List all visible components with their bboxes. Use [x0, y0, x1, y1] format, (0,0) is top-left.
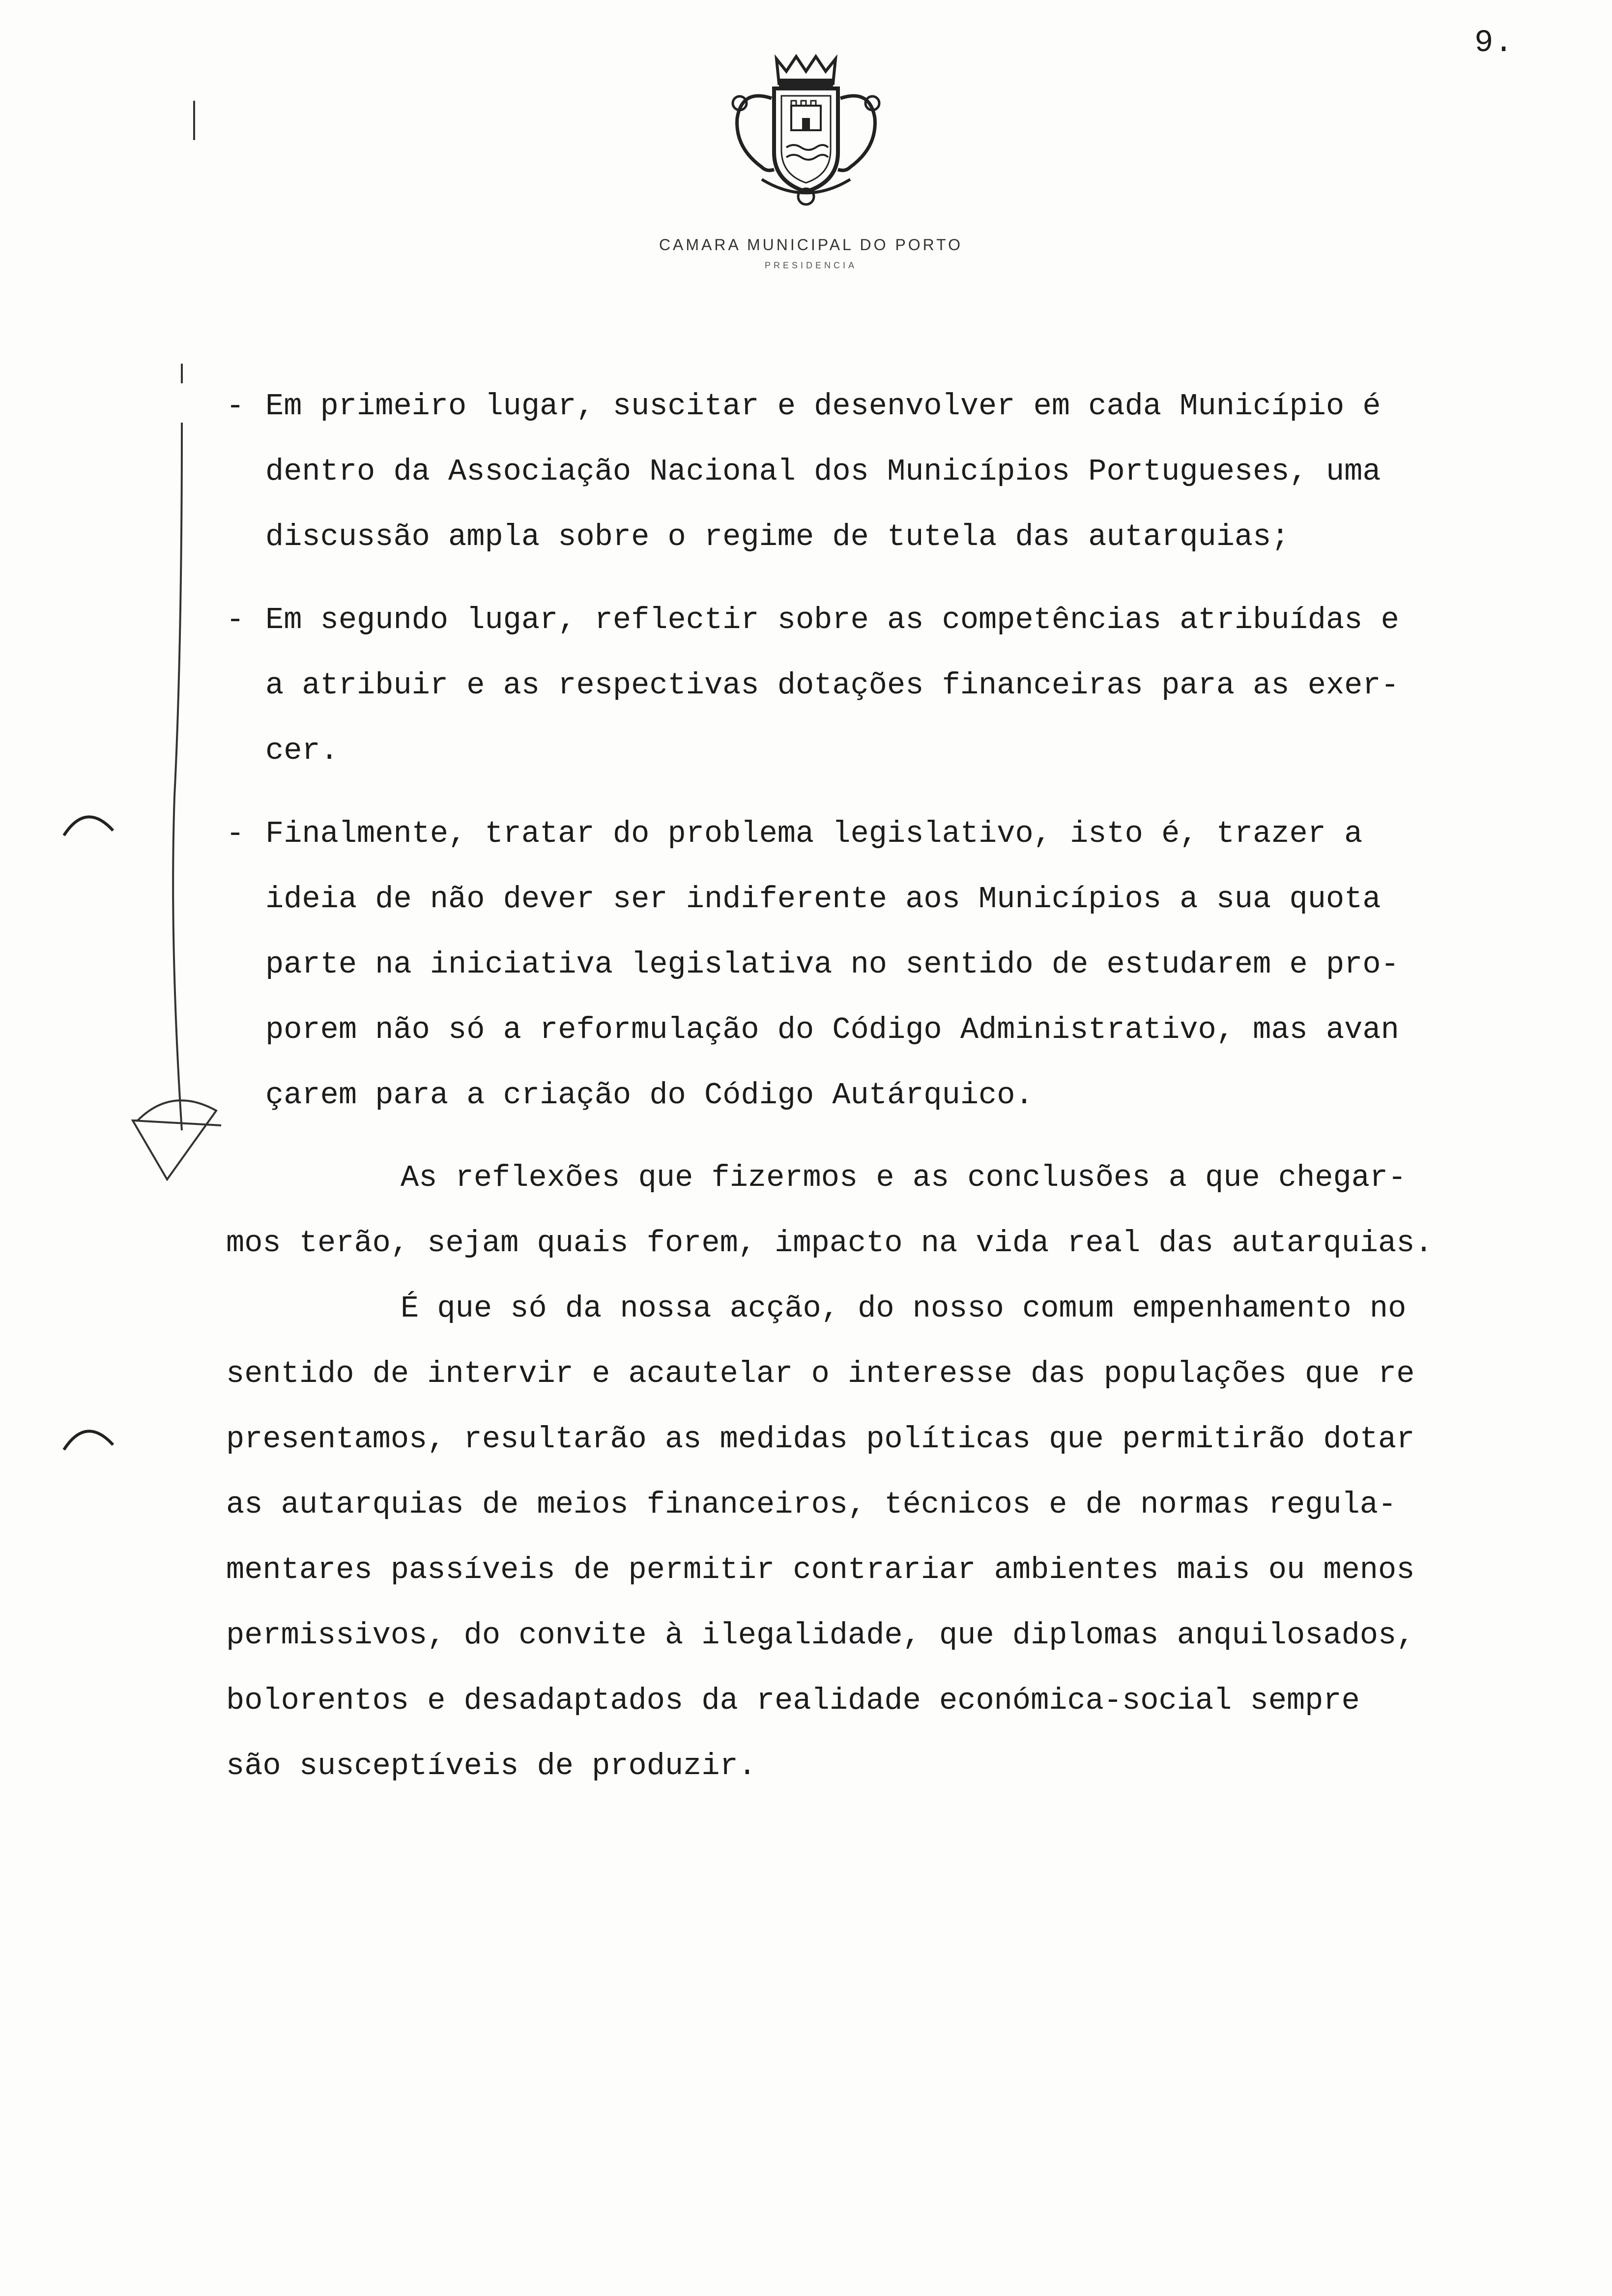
text-line: çarem para a criação do Código Autárquico. [265, 1078, 1034, 1113]
text-line: permissivos, do convite à ilegalidade, que diplomas anquilosados, [226, 1618, 1415, 1653]
text-line: são susceptíveis de produzir. [226, 1749, 756, 1783]
margin-bracket-mark [88, 354, 275, 1189]
text-line: bolorentos e desadaptados da realidade económica-social sempre [226, 1683, 1360, 1718]
text-line: mentares passíveis de permitir contrariar ambientes mais ou menos [226, 1552, 1415, 1587]
text-line: As reflexões que fizermos e as conclusões a que chegar- [401, 1160, 1407, 1195]
margin-arc-mark [59, 1420, 118, 1455]
text-line: cer. [265, 733, 339, 768]
text-line: parte na iniciativa legislativa no sentido de estudarem e pro- [265, 947, 1399, 982]
text-line: porem não só a reformulação do Código Administrativo, mas avan [265, 1012, 1399, 1047]
text-line: presentamos, resultarão as medidas políticas que permitirão dotar [226, 1422, 1415, 1457]
text-line: a atribuir e as respectivas dotações financeiras para as exer- [265, 668, 1399, 703]
bullet-dash: - [226, 603, 245, 637]
bullet-dash: - [226, 816, 245, 851]
text-line: Em primeiro lugar, suscitar e desenvolver em cada Município é [265, 389, 1381, 424]
text-line: sentido de intervir e acautelar o interesse das populações que re [226, 1356, 1415, 1391]
text-line: É que só da nossa acção, do nosso comum empenhamento no [401, 1291, 1407, 1326]
institution-subtitle: PRESIDENCIA [764, 260, 858, 270]
margin-arc-mark [59, 806, 118, 840]
text-line: ideia de não dever ser indiferente aos Municípios a sua quota [265, 882, 1381, 917]
page-number: 9. [1474, 26, 1514, 61]
text-line: discussão ampla sobre o regime de tutela das autarquias; [265, 519, 1290, 554]
text-line: dentro da Associação Nacional dos Municípios Portugueses, uma [265, 454, 1381, 489]
margin-tick-mark [187, 98, 202, 143]
text-line: as autarquias de meios financeiros, técnicos e de normas regula- [226, 1487, 1397, 1522]
text-line: Em segundo lugar, reflectir sobre as competências atribuídas e [265, 603, 1399, 637]
institution-name: CAMARA MUNICIPAL DO PORTO [659, 236, 963, 254]
text-line: mos terão, sejam quais forem, impacto na vida real das autarquias. [226, 1226, 1433, 1261]
bullet-dash: - [226, 389, 245, 424]
text-line: Finalmente, tratar do problema legislativo, isto é, trazer a [265, 816, 1363, 851]
porto-coat-of-arms-icon [713, 49, 899, 211]
